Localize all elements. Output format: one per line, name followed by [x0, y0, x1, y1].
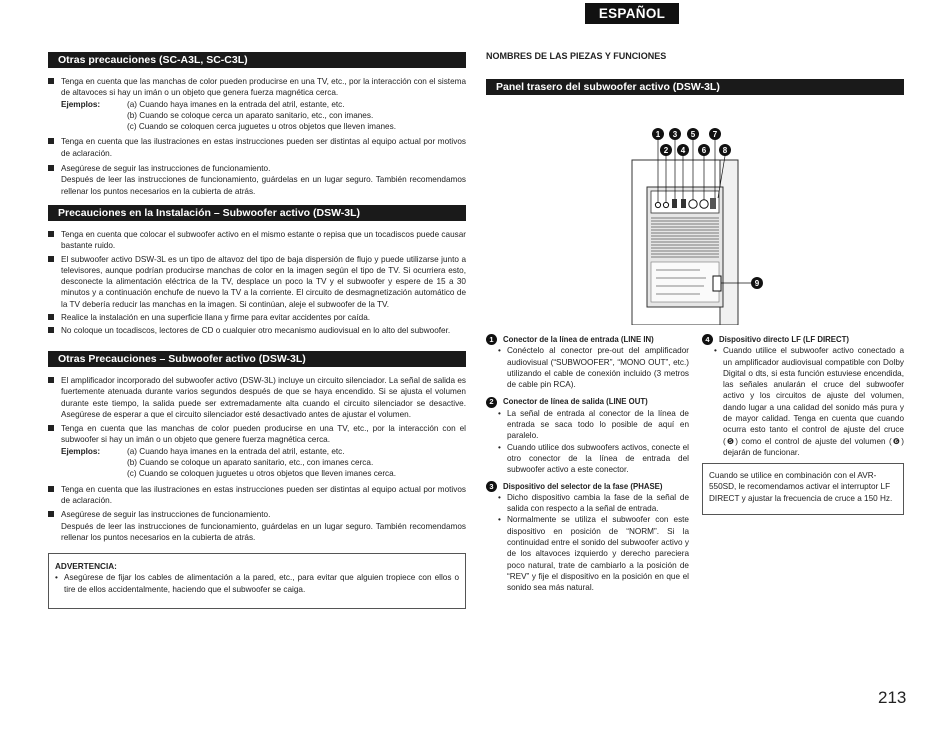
rating-label-area [651, 262, 719, 302]
crossover-knob-icon [689, 200, 697, 208]
part-item-phase [486, 481, 689, 594]
parts-list-column-2 [702, 334, 904, 458]
callout-9-icon: 9 [751, 277, 763, 289]
example-item: (c) Cuando se coloquen cerca juguetes u otros objetos que lleven imanes. [127, 122, 396, 132]
note-text: Cuando se utilice en combinación con el AVR-550SD, le recomendamos activar el interruptor LF DIRECT y ajustar la frecuencia de cruce a 150 Hz. [709, 471, 893, 503]
list-item: Tenga en cuenta que las manchas de color pueden producirse en una TV, etc., por la interacción con el sistema de altavoces si hay un imán o un objeto que genera fuerza magnética cerca. [48, 76, 466, 99]
list-item: Tenga en cuenta que colocar el subwoofer activo en el mismo estante o repisa que un tocadiscos puede causar bastante ruido. [48, 229, 466, 252]
bullet-icon [48, 256, 54, 262]
bullet-icon [48, 165, 54, 171]
examples-block [48, 446, 466, 480]
section-title-other-precautions-speakers: Otras precauciones (SC-A3L, SC-C3L) [48, 52, 466, 68]
section-body-other-precautions-subwoofer [48, 375, 466, 543]
note-box [702, 463, 904, 515]
panel-section-title: Panel trasero del subwoofer activo (DSW-3L) [486, 79, 904, 95]
list-item-continuation: Después de leer las instrucciones de funcionamiento, guárdelas en un lugar seguro. También recomendamos rellenar los puntos necesarios en la cubierta de atrás. [61, 175, 466, 196]
number-1-icon: 1 [486, 334, 497, 345]
list-item: No coloque un tocadiscos, lectores de CD o cualquier otro mecanismo audiovisual en lo alto del subwoofer. [48, 325, 466, 336]
example-item: (a) Cuando haya imanes en la entrada del atril, estante, etc. [127, 99, 345, 109]
part-item-lf-direct [702, 334, 904, 458]
section-body-other-precautions-speakers [48, 76, 466, 197]
callout-4-icon: 4 [677, 144, 689, 156]
examples-label: Ejemplos: [61, 446, 101, 456]
number-3-icon: 3 [486, 481, 497, 492]
list-item: Realice la instalación en una superficie llana y firme para evitar accidentes por caída. [48, 312, 466, 323]
examples-label: Ejemplos: [61, 99, 101, 109]
part-description: • Cuando utilice el subwoofer activo conectado a un amplificador audiovisual compatible con Dolby Digital o dts, si esta función estuviese encendida, las señales anularán el cruce del subwoofer activo y los circuitos de ajuste del volumen, dando lugar a una calidad del sonido más pura y de mayor calidad. Tenga en cuenta que cuando ocurra esto tanto el control de ajuste del cruce (❺) como el control de ajuste del volumen (❻) dejarán de funcionar. [714, 345, 904, 458]
number-4-icon: 4 [702, 334, 713, 345]
callout-1-icon: 1 [652, 128, 664, 140]
part-title: Conector de línea de salida (LINE OUT) [503, 397, 648, 407]
part-title: Dispositivo del selector de la fase (PHASE) [503, 481, 663, 491]
example-item: (b) Cuando se coloque cerca un aparato sanitario, etc., con imanes. [127, 110, 374, 120]
volume-knob-icon [700, 200, 708, 208]
bullet-icon [48, 231, 54, 237]
section-title-other-precautions-subwoofer: Otras Precauciones – Subwoofer activo (DSW-3L) [48, 351, 466, 367]
list-item: El amplificador incorporado del subwoofer activo (DSW-3L) incluye un circuito silenciador. La señal de salida es fuertemente atenuada durante varios segundos después de que se haya encendido. Si se ajusta el volumen durante este tiempo, la salida puede ser extremadamente alta cuando el circuito silenciador se desactive. Asegúrese de esperar a que el circuito silenciador esté desactivado antes de ajustar el volumen. [48, 375, 466, 420]
bullet-icon [48, 327, 54, 333]
callout-3-icon: 3 [669, 128, 681, 140]
section-title-installation-precautions: Precauciones en la Instalación – Subwoofer activo (DSW-3L) [48, 205, 466, 221]
part-description: • Cuando utilice dos subwoofers activos, conecte el otro conector de la línea de entrada del subwoofer activo a este conector. [498, 442, 689, 476]
list-item: Tenga en cuenta que las ilustraciones en estas instrucciones pueden ser distintas al equipo actual por motivos de aclaración. [48, 136, 466, 159]
line-in-jack-icon [655, 202, 660, 207]
list-item-continuation: Después de leer las instrucciones de funcionamiento, guárdelas en un lugar seguro. También recomendamos rellenar los puntos necesarios en la cubierta de atrás. [61, 521, 466, 542]
list-item: Asegúrese de seguir las instrucciones de funcionamiento. Después de leer las instrucciones de funcionamiento, guárdelas en un lugar seguro. También recomendamos rellenar los puntos necesarios en la cubierta de atrás. [48, 163, 466, 197]
lf-direct-switch-icon [681, 199, 686, 208]
power-switch-icon [710, 198, 716, 209]
example-item: (c) Cuando se coloquen juguetes u otros objetos que lleven imanes cerca. [127, 469, 396, 479]
callout-6-icon: 6 [698, 144, 710, 156]
bullet-icon [48, 78, 54, 84]
warning-text: • Asegúrese de fijar los cables de alimentación a la pared, etc., para evitar que alguien tropiece con ellos o tire de ellos accidentalmente, haciendo que el subwoofer se caiga. [55, 572, 459, 595]
bullet-icon [48, 377, 54, 383]
part-description: • La señal de entrada al conector de la línea de entrada se saca todo lo posible de aquí en paralelo. [498, 408, 689, 442]
list-item: Tenga en cuenta que las ilustraciones en estas instrucciones pueden ser distintas al equipo actual por motivos de aclaración. [48, 484, 466, 507]
warning-box [48, 553, 466, 609]
bullet-icon [48, 138, 54, 144]
part-description: • Normalmente se utiliza el subwoofer con este dispositivo en posición de “NORM”. Si la continuidad entre el sonido del subwoofer activo y de los altavoces izquierdo y derecho pareciera poco natural, trate de cambiarlo a la posición de “REV” y fije el dispositivo en la posición en que el sonido sea más natural. [498, 514, 689, 593]
ac-inlet-icon [713, 276, 721, 291]
list-item: El subwoofer activo DSW-3L es un tipo de altavoz del tipo de baja dispersión de flujo y puede utilizarse junto a televisores, aunque podrían producirse manchas de color en la imagen según el tipo de TV. Si ocurriera esto, desconecte la alimentación eléctrica de la TV, desplace un poco la TV y el subwoofer y espere de 15 a 30 minutos y a continuación enchufe de nuevo la TV a la corriente. El circuito de desmagnetización automático de la TV debería reducir las manchas en la imagen. Si continúan, aleje el subwoofer de la TV. [48, 254, 466, 310]
part-item-line-out [486, 396, 689, 475]
page-number: 213 [878, 688, 907, 707]
example-item: (b) Cuando se coloque un aparato sanitario, etc., con imanes cerca. [127, 458, 374, 468]
section-body-installation-precautions [48, 229, 466, 337]
parts-functions-heading: NOMBRES DE LAS PIEZAS Y FUNCIONES [486, 51, 667, 61]
line-out-jack-icon [663, 202, 668, 207]
warning-title: ADVERTENCIA: [55, 562, 117, 571]
callout-7-icon: 7 [709, 128, 721, 140]
part-description: • Dicho dispositivo cambia la fase de la señal de salida con respecto a la señal de entrada. [498, 492, 689, 515]
rear-panel-illustration [620, 120, 770, 325]
part-title: Conector de la línea de entrada (LINE IN) [503, 335, 654, 344]
parts-list-column-1 [486, 334, 689, 594]
part-item-line-in [486, 334, 689, 390]
callout-8-icon: 8 [719, 144, 731, 156]
part-title: Dispositivo directo LF (LF DIRECT) [719, 335, 849, 344]
bullet-icon [48, 314, 54, 320]
list-item: Asegúrese de seguir las instrucciones de funcionamiento. Después de leer las instrucciones de funcionamiento, guárdelas en un lugar seguro. También recomendamos rellenar los puntos necesarios en la cubierta de atrás. [48, 509, 466, 543]
callout-2-icon: 2 [660, 144, 672, 156]
number-2-icon: 2 [486, 397, 497, 408]
part-description: • Conéctelo al conector pre-out del amplificador audiovisual (“SUBWOOFER”, “MONO OUT”, etc.) utilizando el cable de conexión incluido (3 metros de cable pin RCA). [498, 345, 689, 390]
phase-switch-icon [672, 199, 677, 208]
bullet-icon [48, 511, 54, 517]
examples-block [48, 99, 466, 133]
language-tab: ESPAÑOL [585, 3, 679, 24]
list-item: Tenga en cuenta que las manchas de color pueden producirse en una TV, etc., por la interacción con el subwoofer si hay un imán o un objeto que genere fuerza magnética cerca. [48, 423, 466, 446]
bullet-icon [48, 486, 54, 492]
callout-5-icon: 5 [687, 128, 699, 140]
example-item: (a) Cuando haya imanes en la entrada del atril, estante, etc. [127, 446, 345, 456]
bullet-icon [48, 425, 54, 431]
